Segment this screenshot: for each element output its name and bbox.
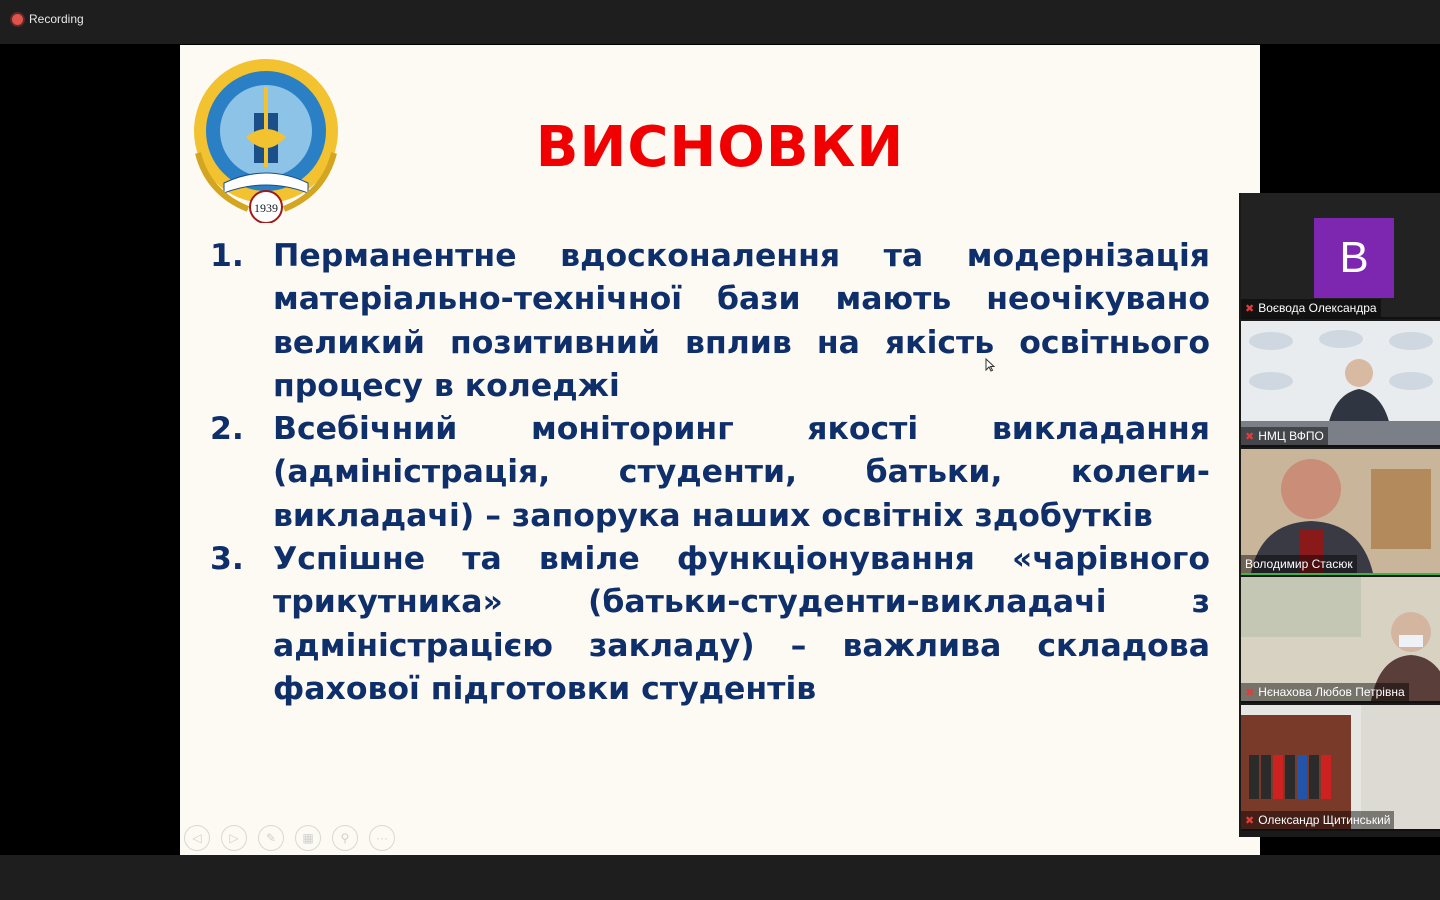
shared-slide [180, 45, 1260, 855]
participant-name: Воєвода Олександра [1258, 301, 1377, 315]
item-text: Перманентне вдосконалення та модернізація матеріально-технічної бази мають неочікувано великий позитивний вплив на якість освітнього процесу в коледжі [273, 238, 1210, 404]
meeting-bottom-bar [0, 855, 1440, 900]
participant-name: Нєнахова Любов Петрівна [1258, 685, 1405, 699]
avatar: B [1314, 218, 1394, 298]
slide-title: ВИСНОВКИ [535, 115, 905, 180]
meeting-top-bar [0, 0, 1440, 44]
slides-icon[interactable]: ▦ [295, 825, 321, 851]
mic-muted-icon: ✖ [1245, 814, 1255, 827]
logo-year: 1939 [254, 201, 278, 215]
participant-tile[interactable] [1241, 577, 1440, 703]
college-logo [184, 53, 350, 223]
list-item [210, 408, 1210, 538]
conclusions-list [210, 235, 1210, 711]
previous-icon[interactable]: ◁ [184, 825, 210, 851]
list-item [210, 235, 1210, 408]
record-icon [12, 14, 23, 25]
participant-tile[interactable] [1241, 193, 1440, 319]
participant-name-tag [1241, 683, 1409, 701]
item-text: Успішне та вміле функціонування «чарівного трикутника» (батьки-студенти-викладачі з адміністрацією закладу) – важлива складова фахової підготовки студентів [273, 541, 1210, 707]
recording-label: Recording [29, 12, 84, 26]
mouse-pointer-icon [985, 358, 995, 372]
more-icon[interactable]: ··· [369, 825, 395, 851]
participant-tile[interactable] [1241, 449, 1440, 575]
participant-name-tag [1241, 811, 1394, 829]
zoom-icon[interactable]: ⚲ [332, 825, 358, 851]
mic-muted-icon: ✖ [1245, 686, 1255, 699]
participant-name: Олександр Щитинський [1258, 813, 1391, 827]
item-number: 1. [210, 238, 244, 274]
participant-tile[interactable] [1241, 705, 1440, 831]
list-item [210, 538, 1210, 711]
mic-muted-icon: ✖ [1245, 430, 1255, 443]
participant-name-tag [1241, 555, 1357, 573]
pen-icon[interactable]: ✎ [258, 825, 284, 851]
item-text: Всебічний моніторинг якості викладання (адміністрація, студенти, батьки, колеги-викладачі) – запорука наших освітніх здобутків [273, 411, 1210, 534]
participant-name-tag [1241, 299, 1381, 317]
item-number: 3. [210, 541, 244, 578]
participant-tile[interactable] [1241, 321, 1440, 447]
item-number: 2. [210, 411, 244, 448]
recording-indicator[interactable] [12, 12, 84, 26]
mic-muted-icon: ✖ [1245, 302, 1255, 315]
participant-name-tag [1241, 427, 1328, 445]
participants-panel [1239, 193, 1440, 837]
participant-name: НМЦ ВФПО [1258, 429, 1324, 443]
participant-name: Володимир Стасюк [1245, 557, 1353, 571]
next-icon[interactable]: ▷ [221, 825, 247, 851]
slideshow-toolbar [184, 825, 395, 851]
